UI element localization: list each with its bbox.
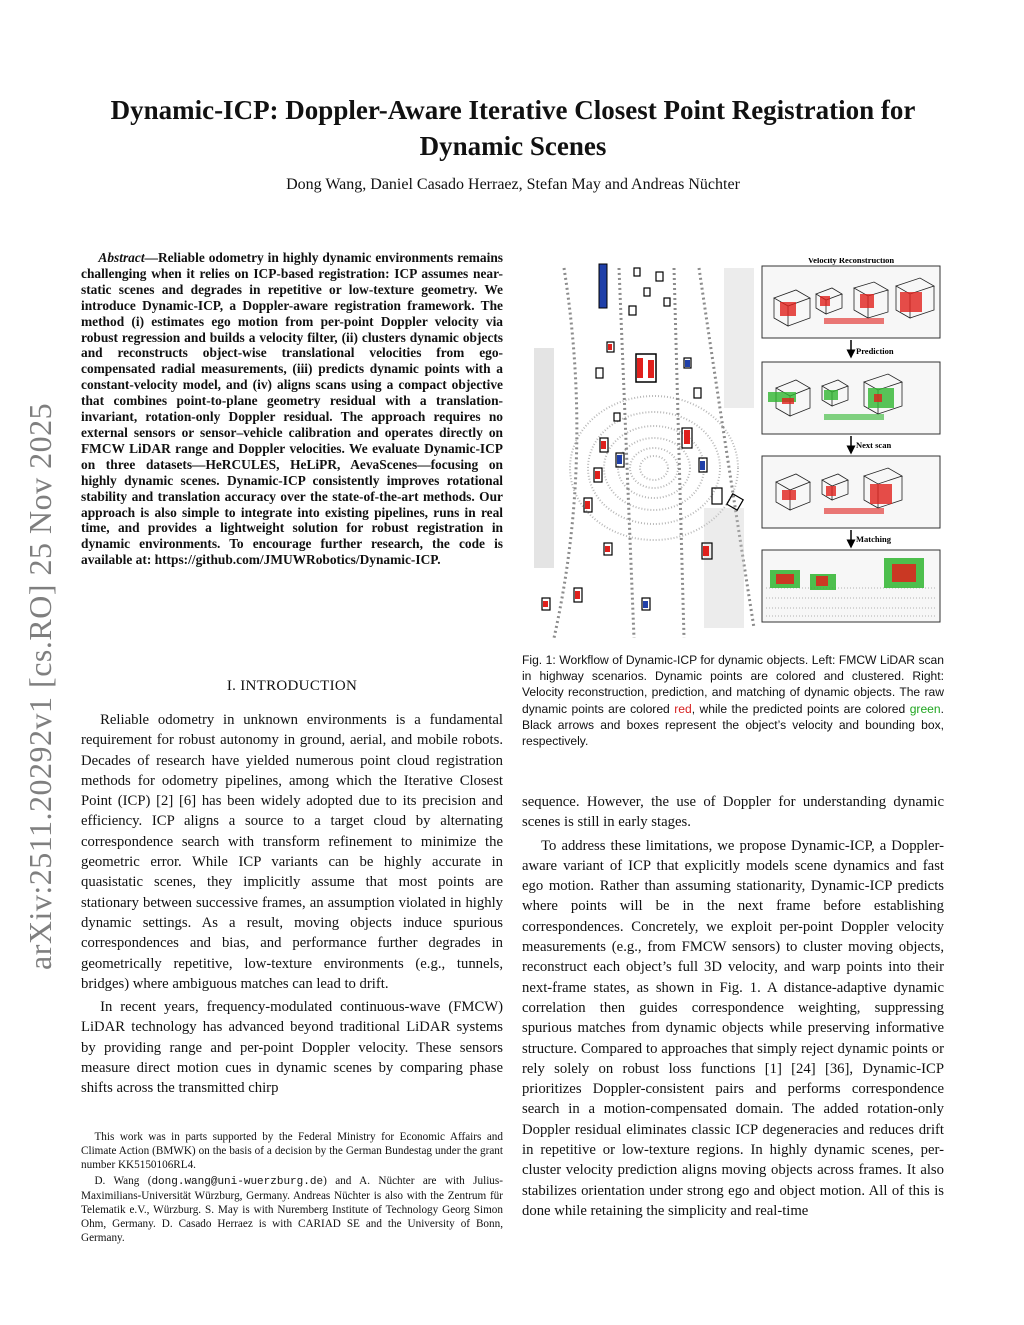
caption-part-3: . Black arrows and boxes represent the object’s velocity and bounding box, respectively. — [522, 701, 945, 749]
figure-1 — [524, 258, 944, 640]
abstract-text: Reliable odometry in highly dynamic environments remains challenging when it relies on ICP-based registration: ICP assumes near-static scenes and degrades in repetitive or low-texture geometry. We introduce Dynamic-ICP, a Doppler-aware registration framework. The method (i) estimates ego motion from per-point Doppler velocity via robust regression and builds a velocity filter, (ii) clusters dynamic objects and reconstructs object-wise translational velocities from ego-compensated radial measurements, (iii) predicts dynamic points with a constant-velocity model, and (iv) aligns scans using a compact objective that combines point-to-plane geometry residual with a translation-invariant, rotation-only Doppler residual. The approach requires no external sensors or sensor–vehicle calibration and operates directly on FMCW LiDAR range and Doppler velocities. We evaluate Dynamic-ICP on three datasets—HeRCULES, HeLiPR, AevaScenes—focusing on highly dynamic scenes. Dynamic-ICP consistently improves rotational stability and translation accuracy over the state-of-the-art methods. Our approach is also simple to integrate into existing pipelines, runs in real time, and provides a lightweight solution for robust registration in dynamic environments. To encourage further research, the code is available at: https://github.com/JMUWRobotics/Dynamic-ICP. — [81, 250, 503, 568]
paper-authors: Dong Wang, Daniel Casado Herraez, Stefan May and Andreas Nüchter — [286, 176, 740, 193]
label-matching: Matching — [856, 534, 891, 544]
paper-title: Dynamic-ICP: Doppler-Aware Iterative Closest Point Registration for Dynamic Scenes — [110, 95, 916, 161]
funding-note: This work was in parts supported by the Federal Ministry for Economic Affairs and Climate Action (BMWK) on the basis of a decision by the German Bundestag under the grant number KK5150106RL4. — [81, 1131, 503, 1171]
caption-part-2: , while the predicted points are colored — [691, 701, 910, 716]
intro-paragraph-1: Reliable odometry in unknown environments is a fundamental requirement for robust autonomy in ground, aerial, and mobile robots. Decades of research have yielded numerous point cloud registration methods for odometry pipelines, among which the Iterative Closest Point (ICP) [2] [6] has been widely adopted due to its precision and efficiency. ICP aligns a source to a target cloud by alternating correspondence search with transform refinement to minimize the geometric error. While ICP variants can be highly accurate in quasistatic scenes, they implicitly assume that most points are stationary between successive frames, an assumption violated in highly dynamic settings. As a result, moving objects induce spurious correspondences and bias, and performance further degrades in geometrically repetitive, low-texture environments (e.g., tunnels, bridges) where ambiguous matches can lead to drift. — [81, 712, 503, 992]
affiliation-rest: ) and A. Nüchter are with Julius-Maximilians-Universität Würzburg, Germany. Andreas Nüchter is also with the Zentrum für Telematik e.V., Würzburg. S. May is with Nuremberg Institute of Technology Georg Simon Ohm, Germany. D. Casado Herraez is with CARIAD SE and the University of Bonn, Germany. — [81, 1175, 503, 1244]
caption-part-1: Fig. 1: Workflow of Dynamic-ICP for dynamic objects. Left: FMCW LiDAR scan in highway scenarios. Dynamic points are colored and clustered. Right: Velocity reconstruction, prediction, and matching of dynamic objects. The raw dynamic points are colored — [522, 653, 944, 716]
caption-green-word: green — [909, 701, 941, 716]
affiliation-note — [81, 1174, 503, 1245]
label-prediction: Prediction — [856, 346, 894, 356]
intro-body-left — [81, 710, 503, 1099]
section-title: I. INTRODUCTION — [226, 678, 358, 694]
figure-1-caption — [522, 652, 944, 749]
author-email[interactable]: dong.wang@uni-wuerzburg.de — [151, 1176, 324, 1188]
intro-paragraph-2: In recent years, frequency-modulated continuous-wave (FMCW) LiDAR technology has advanced beyond traditional LiDAR systems by providing range and per-point Doppler velocity. These sensors measure direct motion cues in dynamic scenes by comparing phase shifts across the transmitted chirp — [81, 999, 503, 1097]
arxiv-identifier: arXiv:2511.20292v1 [cs.RO] 25 Nov 2025 — [22, 402, 58, 970]
footnote — [81, 1130, 503, 1245]
lidar-scan-panel — [524, 258, 760, 640]
caption-red-word: red — [674, 701, 692, 716]
label-next-scan: Next scan — [856, 440, 892, 450]
right-paragraph-2: To address these limitations, we propose Dynamic-ICP, a Doppler-aware variant of ICP that explicitly models scene dynamics and fast ego motion. Rather than assuming stationarity, Dynamic-ICP predicts where points will be in the next frame before establishing correspondences. Concretely, we exploit per-point Doppler velocity measurements (e.g., from FMCW sensors) to cluster moving objects, reconstruct each object’s full 3D velocity, and warp points into their next-frame states, as shown in Fig. 1. A distance-adaptive dynamic correlation then guides correspondence weighting, suppressing spurious matches from dynamic objects while preserving informative structure. Compared to approaches that simply reject dynamic points or rely solely on robust loss functions [1] [24] [36], Dynamic-ICP prioritizes Doppler-consistent pairs and performs correspondence search in a motion-compensated domain. The added rotation-only Doppler residual eliminates classic ICP degeneracies and reduces drift in repetitive or low-texture regions. In highly dynamic scenes, per-cluster velocity prediction aligns moving objects across frames. It also stabilizes orientation under strong ego and object motion. All of this is done while retaining the simplicity and real-time — [522, 837, 944, 1219]
right-paragraph-1: sequence. However, the use of Doppler for understanding dynamic scenes is still in early stages. — [522, 794, 944, 831]
affiliation-prefix: D. Wang ( — [94, 1175, 152, 1187]
label-velocity-reconstruction: Velocity Reconstruction — [807, 258, 895, 265]
abstract — [81, 250, 503, 568]
abstract-dash: — — [144, 250, 158, 265]
pipeline-panels — [762, 258, 940, 622]
figure-1-graphic — [524, 258, 944, 640]
intro-body-right — [522, 792, 944, 1221]
abstract-lead: Abstract — [98, 250, 145, 265]
